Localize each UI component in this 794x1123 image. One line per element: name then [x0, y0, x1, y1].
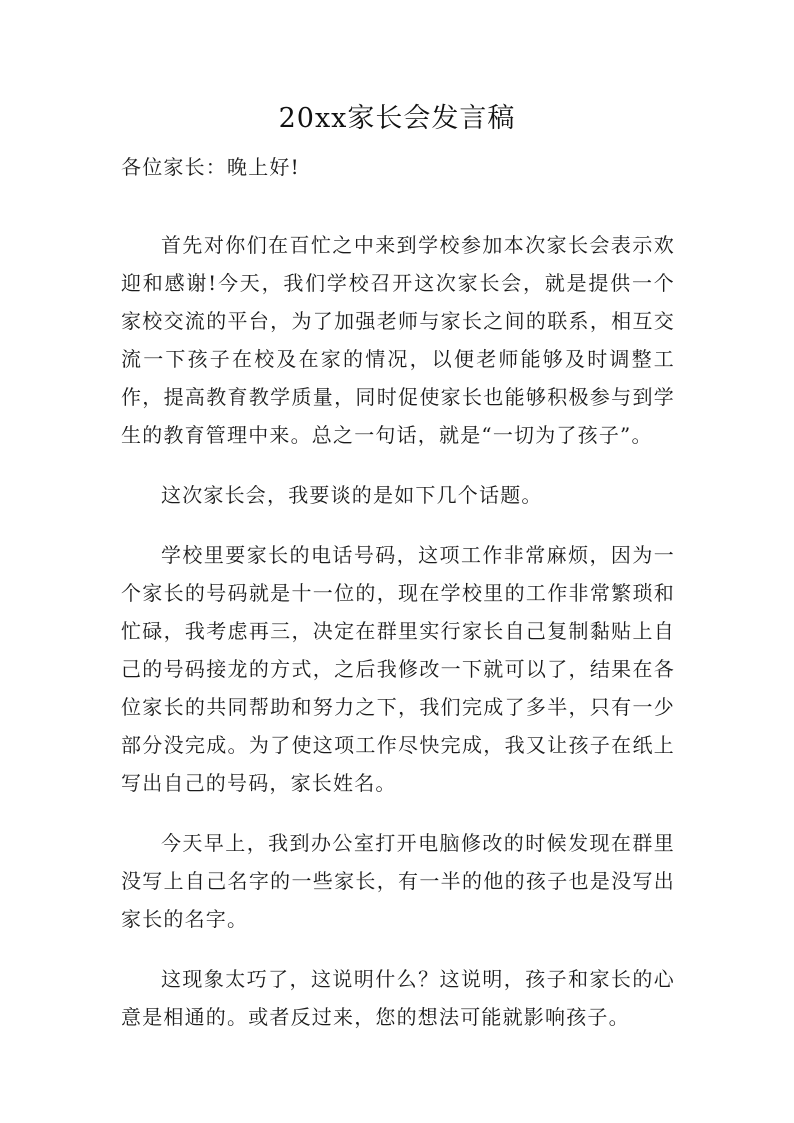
paragraph-1: 首先对你们在百忙之中来到学校参加本次家长会表示欢迎和感谢!今天，我们学校召开这次家长会，就是提供一个家校交流的平台，为了加强老师与家长之间的联系，相互交流一下孩子在校及在家的情况，以便老师能够及时调整工作，提高教育教学质量，同时促使家长也能够积极参与到学生的教育管理中来。总之一句话，就是“一切为了孩子”。 — [121, 233, 675, 447]
paragraph-4: 今天早上，我到办公室打开电脑修改的时候发现在群里没写上自己名字的一些家长，有一半的他的孩子也是没写出家长的名字。 — [121, 831, 675, 931]
greeting-line: 各位家长：晚上好! — [121, 155, 300, 179]
paragraph-3: 学校里要家长的电话号码，这项工作非常麻烦，因为一个家长的号码就是十一位的，现在学校里的工作非常繁琐和忙碌，我考虑再三，决定在群里实行家长自己复制黏贴上自己的号码接龙的方式，之后我修改一下就可以了，结果在各位家长的共同帮助和努力之下，我们完成了多半，只有一少部分没完成。为了使这项工作尽快完成，我又让孩子在纸上写出自己的号码，家长姓名。 — [121, 543, 675, 795]
paragraph-2: 这次家长会，我要谈的是如下几个话题。 — [161, 483, 543, 507]
document-body — [121, 226, 675, 1058]
document-title: 20xx家长会发言稿 — [278, 103, 516, 134]
paragraph-5: 这现象太巧了，这说明什么？这说明，孩子和家长的心意是相通的。或者反过来，您的想法可能就影响孩子。 — [121, 967, 675, 1029]
